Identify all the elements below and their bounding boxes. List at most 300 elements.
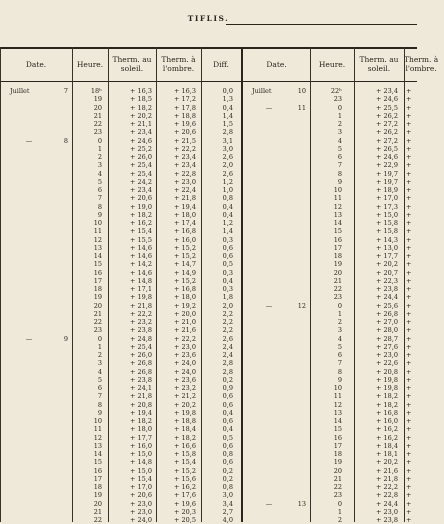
therm-shade-cell: + 20,6 (174, 128, 196, 137)
hour-cell-2: 9 (337, 375, 342, 384)
hour-cell-2: 23 (333, 491, 342, 500)
hour-cell: 5 (97, 177, 102, 186)
table-row-right (0, 500, 417, 508)
therm-sun-cell: + 24,2 (130, 177, 152, 186)
therm-shade-cell: + 21,6 (174, 326, 196, 335)
therm-sun-cell: + 21,8 (130, 301, 152, 310)
therm-shade-cell-2: + (406, 144, 412, 153)
hour-cell-2: 1 (337, 111, 342, 120)
therm-sun-cell-2: + 15,8 (376, 219, 398, 227)
therm-shade-cell: + 22,8 (174, 169, 196, 178)
table-row-right (0, 104, 417, 112)
table-row-right (0, 112, 417, 120)
diff-cell: 2,6 (222, 334, 233, 343)
therm-sun-cell-2: + 20,8 (376, 367, 398, 376)
hour-cell: 22 (93, 516, 102, 524)
therm-shade-cell: + 22,4 (174, 186, 196, 194)
table-row-right (0, 277, 417, 285)
hour-cell-2: 12 (333, 400, 342, 409)
hour-cell-2: 15 (333, 227, 342, 236)
header-therm-sun: Therm. au soleil. (112, 55, 152, 73)
therm-sun-cell: + 19,0 (130, 202, 152, 211)
therm-sun-cell-2: + 22,2 (376, 483, 398, 491)
hour-cell: 15 (93, 260, 102, 269)
therm-sun-cell: + 25,4 (130, 161, 152, 170)
hour-cell: 17 (93, 276, 102, 285)
therm-sun-cell: + 23,0 (130, 499, 152, 508)
therm-sun-cell-2: + 22,3 (376, 276, 398, 285)
therm-shade-cell: + 23,6 (174, 351, 196, 359)
therm-shade-cell-2: + (406, 177, 412, 186)
therm-shade-cell: + 21,2 (174, 392, 196, 401)
diff-cell: 3,4 (222, 499, 233, 508)
month-cell-2: — (265, 103, 273, 112)
hour-cell: 13 (93, 441, 102, 450)
table-row-right (0, 302, 417, 310)
hour-cell-2: 3 (337, 326, 342, 335)
header-therm-sun-2: Therm. au soleil. (359, 55, 399, 73)
therm-shade-cell-2: + (406, 450, 412, 458)
diff-cell: 2,0 (222, 161, 233, 170)
therm-shade-cell-2: + (406, 136, 412, 145)
hour-cell-2: 6 (337, 153, 342, 161)
therm-shade-cell-2: + (406, 375, 412, 384)
therm-shade-cell-2: + (406, 334, 412, 343)
header-diff: Diff. (213, 59, 229, 69)
therm-sun-cell-2: + 16,2 (376, 425, 398, 434)
therm-shade-cell-2: + (406, 103, 412, 112)
table-row-right (0, 260, 417, 268)
hour-cell: 2 (97, 153, 102, 161)
therm-sun-cell-2: + 24,4 (376, 293, 398, 302)
table-row-right (0, 351, 417, 359)
diff-cell: 3,0 (222, 144, 233, 153)
table-row-right (0, 409, 417, 417)
therm-sun-cell-2: + 18,4 (376, 441, 398, 450)
hour-cell: 11 (93, 425, 102, 434)
therm-sun-cell: + 26,0 (130, 351, 152, 359)
hour-cell-2: 8 (337, 169, 342, 178)
diff-cell: 0,4 (222, 210, 233, 219)
therm-sun-cell: + 16,3 (130, 87, 152, 95)
table-row-right (0, 137, 417, 145)
therm-sun-cell-2: + 25,6 (376, 301, 398, 310)
therm-shade-cell: + 16,6 (174, 441, 196, 450)
therm-sun-cell: + 24,6 (130, 136, 152, 145)
hour-cell: 21 (93, 507, 102, 516)
therm-sun-cell: + 26,8 (130, 367, 152, 376)
therm-sun-cell: + 17,0 (130, 483, 152, 491)
hour-cell: 16 (93, 268, 102, 277)
therm-sun-cell: + 15,0 (130, 466, 152, 475)
therm-shade-cell: + 14,9 (174, 268, 196, 277)
therm-shade-cell-2: + (406, 516, 412, 524)
therm-sun-cell: + 15,0 (130, 450, 152, 458)
therm-sun-cell-2: + 18,2 (376, 392, 398, 401)
header-hour: Heure. (76, 59, 104, 69)
table-row-right (0, 326, 417, 334)
data-table (0, 47, 439, 524)
hour-cell: 3 (97, 161, 102, 170)
therm-shade-cell: + 23,6 (174, 375, 196, 384)
therm-shade-cell: + 15,2 (174, 252, 196, 260)
therm-shade-cell: + 23,0 (174, 177, 196, 186)
table-row-right (0, 458, 417, 466)
table-row-right (0, 483, 417, 491)
table-row-right (0, 145, 417, 153)
hour-cell: 21 (93, 111, 102, 120)
hour-cell: 18 (93, 285, 102, 293)
table-row-right (0, 318, 417, 326)
therm-shade-cell: + 20,3 (174, 507, 196, 516)
hour-cell: 18ʰ (90, 87, 102, 95)
table-row-right (0, 376, 417, 384)
table-row-right (0, 417, 417, 425)
diff-cell: 2,2 (222, 326, 233, 335)
therm-sun-cell: + 24,1 (130, 384, 152, 392)
hour-cell: 7 (97, 194, 102, 203)
month-cell: Juillet (10, 87, 30, 95)
hour-cell: 16 (93, 466, 102, 475)
month-cell-2: Juillet (252, 87, 272, 95)
table-row-right (0, 153, 417, 161)
therm-sun-cell: + 14,8 (130, 276, 152, 285)
therm-shade-cell: + 23,0 (174, 342, 196, 351)
hour-cell-2: 22 (333, 285, 342, 293)
therm-shade-cell: + 21,8 (174, 194, 196, 203)
therm-shade-cell-2: + (406, 252, 412, 260)
therm-shade-cell-2: + (406, 268, 412, 277)
table-row-right (0, 310, 417, 318)
month-cell-2: — (265, 301, 273, 310)
therm-shade-cell: + 15,2 (174, 466, 196, 475)
therm-shade-cell: + 15,2 (174, 276, 196, 285)
hour-cell-2: 21 (333, 276, 342, 285)
therm-shade-cell-2: + (406, 128, 412, 137)
hour-cell-2: 20 (333, 268, 342, 277)
day-cell-2: 12 (297, 301, 306, 310)
table-row-right (0, 425, 417, 433)
therm-shade-cell: + 17,2 (174, 95, 196, 104)
therm-shade-cell-2: + (406, 417, 412, 425)
therm-shade-cell: + 20,5 (174, 516, 196, 524)
therm-shade-cell: + 20,2 (174, 400, 196, 409)
therm-sun-cell: + 24,8 (130, 334, 152, 343)
therm-shade-cell-2: + (406, 186, 412, 194)
therm-sun-cell: + 14,6 (130, 252, 152, 260)
diff-cell: 0,3 (222, 268, 233, 277)
therm-sun-cell-2: + 23,8 (376, 516, 398, 524)
therm-shade-cell: + 22,2 (174, 144, 196, 153)
therm-shade-cell: + 17,4 (174, 219, 196, 227)
table-row-right (0, 219, 417, 227)
month-cell: — (25, 334, 33, 343)
table-row-right (0, 178, 417, 186)
therm-sun-cell: + 22,2 (130, 309, 152, 318)
hour-cell: 14 (93, 252, 102, 260)
therm-shade-cell-2: + (406, 491, 412, 500)
therm-sun-cell-2: + 15,0 (376, 210, 398, 219)
diff-cell: 0,8 (222, 450, 233, 458)
hour-cell: 21 (93, 309, 102, 318)
hour-cell: 6 (97, 186, 102, 194)
diff-cell: 0,0 (222, 87, 233, 95)
hour-cell-2: 1 (337, 309, 342, 318)
therm-sun-cell: + 24,0 (130, 516, 152, 524)
therm-shade-cell-2: + (406, 318, 412, 326)
therm-shade-cell: + 17,6 (174, 491, 196, 500)
table-row-right (0, 491, 417, 499)
hour-cell-2: 13 (333, 408, 342, 417)
hour-cell-2: 13 (333, 210, 342, 219)
day-cell-2: 13 (297, 499, 306, 508)
therm-shade-cell-2: + (406, 194, 412, 203)
diff-cell: 0,6 (222, 441, 233, 450)
table-row-right (0, 368, 417, 376)
therm-sun-cell-2: + 22,6 (376, 359, 398, 368)
therm-shade-cell: + 18,8 (174, 417, 196, 425)
hour-cell-2: 22ʰ (330, 87, 342, 95)
therm-sun-cell: + 23,8 (130, 375, 152, 384)
hour-cell-2: 10 (333, 384, 342, 392)
hour-cell: 8 (97, 400, 102, 409)
hour-cell: 9 (97, 210, 102, 219)
therm-shade-cell-2: + (406, 227, 412, 236)
therm-sun-cell-2: + 22,9 (376, 161, 398, 170)
therm-sun-cell: + 21,8 (130, 392, 152, 401)
table-row-right (0, 293, 417, 301)
hour-cell: 17 (93, 474, 102, 483)
therm-sun-cell: + 17,1 (130, 285, 152, 293)
hour-cell-2: 20 (333, 466, 342, 475)
hour-cell-2: 16 (333, 433, 342, 442)
hour-cell-2: 9 (337, 177, 342, 186)
therm-shade-cell-2: + (406, 425, 412, 434)
therm-shade-cell-2: + (406, 367, 412, 376)
therm-shade-cell: + 20,0 (174, 309, 196, 318)
therm-sun-cell: + 25,2 (130, 144, 152, 153)
therm-sun-cell-2: + 24,6 (376, 95, 398, 104)
hour-cell: 5 (97, 375, 102, 384)
table-row-right (0, 120, 417, 128)
therm-shade-cell-2: + (406, 499, 412, 508)
diff-cell: 2,2 (222, 309, 233, 318)
table-row-right (0, 508, 417, 516)
hour-cell-2: 0 (337, 103, 342, 112)
therm-shade-cell: + 16,3 (174, 87, 196, 95)
therm-sun-cell-2: + 21,6 (376, 466, 398, 475)
therm-shade-cell: + 15,2 (174, 243, 196, 252)
therm-sun-cell-2: + 23,8 (376, 285, 398, 293)
therm-sun-cell: + 16,0 (130, 441, 152, 450)
hour-cell-2: 1 (337, 507, 342, 516)
table-row-right (0, 170, 417, 178)
table-row-right (0, 203, 417, 211)
therm-shade-cell: + 16,8 (174, 227, 196, 236)
therm-sun-cell-2: + 17,3 (376, 202, 398, 211)
table-row-right (0, 161, 417, 169)
table-row-right (0, 285, 417, 293)
therm-sun-cell-2: + 27,2 (376, 120, 398, 128)
therm-shade-cell-2: + (406, 309, 412, 318)
hour-cell: 19 (93, 95, 102, 104)
therm-sun-cell-2: + 27,6 (376, 342, 398, 351)
therm-shade-cell-2: + (406, 466, 412, 475)
hour-cell-2: 23 (333, 293, 342, 302)
diff-cell: 2,6 (222, 153, 233, 161)
therm-sun-cell-2: + 17,0 (376, 194, 398, 203)
hour-cell: 19 (93, 293, 102, 302)
hour-cell-2: 11 (333, 194, 342, 203)
therm-shade-cell: + 19,8 (174, 408, 196, 417)
therm-shade-cell-2: + (406, 458, 412, 467)
therm-sun-cell-2: + 26,8 (376, 309, 398, 318)
therm-shade-cell: + 15,8 (174, 450, 196, 458)
table-row-right (0, 475, 417, 483)
therm-sun-cell-2: + 16,2 (376, 433, 398, 442)
therm-sun-cell: + 15,4 (130, 474, 152, 483)
therm-shade-cell: + 15,6 (174, 474, 196, 483)
therm-shade-cell-2: + (406, 161, 412, 170)
therm-sun-cell: + 25,4 (130, 342, 152, 351)
therm-sun-cell-2: + 23,4 (376, 87, 398, 95)
therm-shade-cell: + 18,0 (174, 210, 196, 219)
diff-cell: 0,4 (222, 202, 233, 211)
diff-cell: 3,1 (222, 136, 233, 145)
therm-sun-cell-2: + 20,2 (376, 458, 398, 467)
therm-shade-cell-2: + (406, 392, 412, 401)
therm-shade-cell-2: + (406, 359, 412, 368)
therm-sun-cell: + 17,7 (130, 433, 152, 442)
table-row-right (0, 467, 417, 475)
header-therm-shade: Therm. à l'ombre. (161, 55, 196, 73)
therm-shade-cell-2: + (406, 293, 412, 302)
therm-shade-cell: + 18,2 (174, 433, 196, 442)
therm-sun-cell-2: + 19,8 (376, 384, 398, 392)
therm-sun-cell-2: + 18,9 (376, 186, 398, 194)
hour-cell-2: 0 (337, 499, 342, 508)
therm-sun-cell-2: + 23,0 (376, 507, 398, 516)
hour-cell-2: 19 (333, 458, 342, 467)
hour-cell: 11 (93, 227, 102, 236)
day-cell: 7 (63, 87, 68, 95)
hour-cell: 1 (97, 144, 102, 153)
table-row-right (0, 128, 417, 136)
therm-sun-cell-2: + 19,8 (376, 375, 398, 384)
therm-shade-cell: + 14,7 (174, 260, 196, 269)
diff-cell: 1,4 (222, 227, 233, 236)
therm-sun-cell-2: + 17,7 (376, 252, 398, 260)
hour-cell-2: 8 (337, 367, 342, 376)
therm-sun-cell-2: + 14,3 (376, 235, 398, 244)
hour-cell-2: 18 (333, 450, 342, 458)
therm-shade-cell: + 22,2 (174, 334, 196, 343)
month-cell-2: — (265, 499, 273, 508)
therm-sun-cell-2: + 18,2 (376, 400, 398, 409)
hour-cell-2: 0 (337, 301, 342, 310)
hour-cell-2: 15 (333, 425, 342, 434)
therm-shade-cell-2: + (406, 326, 412, 335)
header-date-2: Date. (266, 59, 287, 69)
therm-shade-cell-2: + (406, 474, 412, 483)
diff-cell: 0,6 (222, 392, 233, 401)
diff-cell: 0,2 (222, 474, 233, 483)
therm-sun-cell: + 25,4 (130, 169, 152, 178)
hour-cell: 18 (93, 483, 102, 491)
diff-cell: 2,2 (222, 318, 233, 326)
therm-shade-cell: + 19,4 (174, 202, 196, 211)
therm-sun-cell-2: + 26,2 (376, 111, 398, 120)
hour-cell: 15 (93, 458, 102, 467)
diff-cell: 0,9 (222, 384, 233, 392)
hour-cell: 0 (97, 334, 102, 343)
therm-shade-cell: + 16,8 (174, 285, 196, 293)
therm-shade-cell: + 19,2 (174, 301, 196, 310)
therm-shade-cell: + 23,2 (174, 384, 196, 392)
therm-sun-cell-2: + 24,4 (376, 499, 398, 508)
diff-cell: 2,8 (222, 128, 233, 137)
therm-sun-cell-2: + 20,7 (376, 268, 398, 277)
therm-shade-cell: + 18,8 (174, 111, 196, 120)
hour-cell: 22 (93, 318, 102, 326)
therm-shade-cell-2: + (406, 202, 412, 211)
therm-sun-cell-2: + 20,2 (376, 260, 398, 269)
diff-cell: 0,8 (222, 483, 233, 491)
diff-cell: 4,0 (222, 516, 233, 524)
diff-cell: 2,4 (222, 351, 233, 359)
therm-shade-cell-2: + (406, 342, 412, 351)
hour-cell: 19 (93, 491, 102, 500)
hour-cell: 7 (97, 392, 102, 401)
therm-sun-cell-2: + 25,5 (376, 103, 398, 112)
therm-shade-cell: + 24,0 (174, 367, 196, 376)
month-cell: — (25, 136, 33, 145)
therm-sun-cell: + 23,4 (130, 186, 152, 194)
therm-sun-cell-2: + 24,6 (376, 153, 398, 161)
hour-cell: 20 (93, 499, 102, 508)
therm-sun-cell: + 19,8 (130, 293, 152, 302)
therm-shade-cell: + 16,2 (174, 483, 196, 491)
therm-sun-cell-2: + 19,7 (376, 169, 398, 178)
therm-shade-cell-2: + (406, 276, 412, 285)
therm-shade-cell-2: + (406, 87, 412, 95)
therm-shade-cell-2: + (406, 169, 412, 178)
hour-cell: 10 (93, 219, 102, 227)
page-title: TIFLIS. (187, 14, 230, 23)
therm-shade-cell-2: + (406, 260, 412, 269)
day-cell-2: 11 (297, 103, 306, 112)
therm-shade-cell-2: + (406, 351, 412, 359)
therm-sun-cell: + 23,8 (130, 326, 152, 335)
diff-cell: 2,8 (222, 367, 233, 376)
diff-cell: 0,6 (222, 252, 233, 260)
hour-cell: 12 (93, 433, 102, 442)
diff-cell: 0,6 (222, 400, 233, 409)
therm-sun-cell: + 20,6 (130, 491, 152, 500)
diff-cell: 1,0 (222, 186, 233, 194)
header-date: Date. (25, 59, 47, 69)
hour-cell: 9 (97, 408, 102, 417)
hour-cell: 4 (97, 169, 102, 178)
therm-shade-cell: + 23,4 (174, 153, 196, 161)
hour-cell-2: 12 (333, 202, 342, 211)
therm-sun-cell: + 21,1 (130, 120, 152, 128)
therm-sun-cell: + 26,0 (130, 153, 152, 161)
therm-sun-cell-2: + 23,0 (376, 351, 398, 359)
hour-cell-2: 2 (337, 516, 342, 524)
therm-sun-cell-2: + 16,0 (376, 417, 398, 425)
day-cell: 8 (63, 136, 68, 145)
